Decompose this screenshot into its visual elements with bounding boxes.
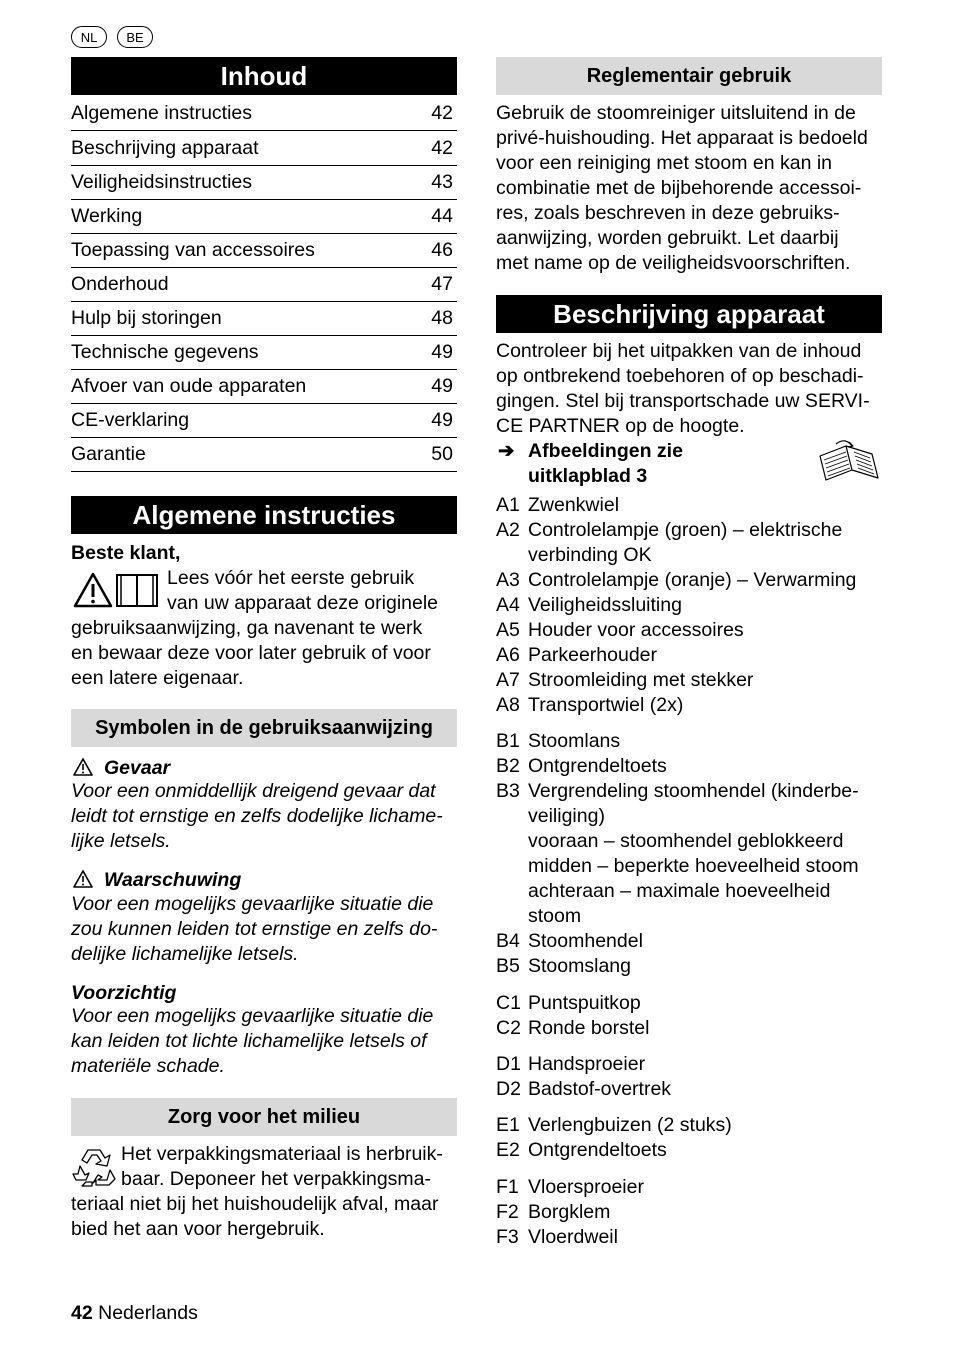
part-line: Badstof-overtrek: [528, 1078, 672, 1100]
part-label: [528, 643, 884, 668]
footer-language: Nederlands: [98, 1302, 198, 1324]
part-label: [528, 1175, 884, 1200]
read-manual-icon: [73, 572, 159, 610]
description-title: Beschrijving apparaat: [496, 295, 882, 333]
toc-page: 42: [431, 137, 453, 159]
toc-page: 46: [431, 239, 453, 261]
toc-row[interactable]: [71, 370, 457, 404]
description-line: Controleer bij het uitpakken van de inhoud: [496, 340, 862, 362]
description-line: CE PARTNER op de hoogte.: [496, 415, 745, 437]
part-line: Ontgrendeltoets: [528, 1139, 667, 1161]
warning-triangle-icon: [72, 869, 94, 889]
part-label: [528, 1016, 884, 1041]
caution-line: kan leiden tot lichte lichamelijke letsels of: [71, 1030, 427, 1052]
part-code: B4: [496, 930, 520, 952]
usage-line: voor een reiniging met stoom en kan in: [496, 152, 833, 174]
part-line: Controlelampje (groen) – elektrische: [528, 519, 843, 541]
toc-label: CE-verklaring: [71, 409, 190, 431]
environment-title: Zorg voor het milieu: [71, 1098, 457, 1136]
part-label: [528, 1138, 884, 1163]
toc-page: 49: [431, 409, 453, 431]
part-line: Stoomhendel: [528, 930, 643, 952]
part-label: [528, 1077, 884, 1102]
toc-row[interactable]: [71, 97, 457, 131]
caution-line: materiële schade.: [71, 1055, 225, 1077]
part-code: F2: [496, 1201, 519, 1223]
toc-label: Veiligheidsinstructies: [71, 171, 253, 193]
toc-page: 49: [431, 341, 453, 363]
description-line: gingen. Stel bij transportschade uw SERVI-: [496, 390, 870, 412]
toc-page: 43: [431, 171, 453, 193]
caution-line: Voor een mogelijks gevaarlijke situatie die: [71, 1005, 434, 1027]
toc-label: Beschrijving apparaat: [71, 137, 259, 159]
toc-row[interactable]: [71, 268, 457, 302]
environment-line: Het verpakkingsmateriaal is herbruik-: [121, 1143, 443, 1165]
intro-line: Lees vóór het eerste gebruik: [167, 567, 415, 589]
part-label: [528, 929, 884, 954]
part-code: D1: [496, 1053, 521, 1075]
intro-line: en bewaar deze voor later gebruik of voor: [71, 642, 431, 664]
part-label: [528, 493, 884, 518]
caution-label: Voorzichtig: [71, 982, 177, 1004]
part-code: B2: [496, 755, 520, 777]
usage-text: [496, 101, 868, 276]
part-label: [528, 693, 884, 718]
part-label: [528, 779, 884, 929]
part-code: A1: [496, 494, 520, 516]
danger-line: leidt tot ernstige en zelfs dodelijke lichame-: [71, 805, 443, 827]
toc-label: Onderhoud: [71, 273, 169, 295]
toc-row[interactable]: [71, 166, 457, 200]
toc-page: 48: [431, 307, 453, 329]
part-line: Zwenkwiel: [528, 494, 620, 516]
part-line: Transportwiel (2x): [528, 694, 684, 716]
part-line: Controlelampje (oranje) – Verwarming: [528, 569, 857, 591]
part-label: [528, 1052, 884, 1077]
part-line: Verlengbuizen (2 stuks): [528, 1114, 732, 1136]
part-label: [528, 729, 884, 754]
toc-label: Werking: [71, 205, 143, 227]
figure-ref-line: uitklapblad 3: [528, 465, 648, 487]
part-line: Borgklem: [528, 1201, 611, 1223]
part-line: midden – beperkte hoeveelheid stoom: [528, 855, 859, 877]
toc-label: Hulp bij storingen: [71, 307, 222, 329]
part-code: A3: [496, 569, 520, 591]
toc-title: Inhoud: [71, 57, 457, 95]
description-line: op ontbrekend toebehoren of op beschadi-: [496, 365, 864, 387]
toc-label: Garantie: [71, 443, 146, 465]
warning-label: Waarschuwing: [104, 869, 242, 891]
part-line: achteraan – maximale hoeveelheid: [528, 880, 831, 902]
warning-line: Voor een mogelijks gevaarlijke situatie die: [71, 893, 434, 915]
part-line: Ontgrendeltoets: [528, 755, 667, 777]
usage-line: combinatie met de bijbehorende accessoi-: [496, 177, 862, 199]
foldout-book-icon: [816, 440, 884, 484]
part-line: Vloersproeier: [528, 1176, 644, 1198]
usage-title: Reglementair gebruik: [496, 57, 882, 95]
danger-line: lijke letsels.: [71, 830, 171, 852]
intro-line: een latere eigenaar.: [71, 667, 244, 689]
part-code: C2: [496, 1017, 521, 1039]
toc-page: 42: [431, 102, 453, 124]
intro-line: gebruiksaanwijzing, ga navenant te werk: [71, 617, 423, 639]
danger-label: Gevaar: [104, 757, 171, 779]
part-label: [528, 593, 884, 618]
usage-line: aanwijzing, worden gebruikt. Let daarbij: [496, 227, 839, 249]
toc-label: Algemene instructies: [71, 102, 253, 124]
toc-row[interactable]: [71, 234, 457, 268]
figure-ref: [528, 439, 683, 489]
page-number: 42: [71, 1302, 93, 1324]
usage-line: privé-huishouding. Het apparaat is bedoeld: [496, 127, 868, 149]
part-line: Stroomleiding met stekker: [528, 669, 754, 691]
part-label: [528, 668, 884, 693]
part-line: Handsproeier: [528, 1053, 646, 1075]
part-line: Houder voor accessoires: [528, 619, 744, 641]
usage-line: met name op de veiligheidsvoorschriften.: [496, 252, 851, 274]
part-label: [528, 1200, 884, 1225]
part-label: [528, 754, 884, 779]
arrow-icon: ➔: [498, 440, 515, 462]
part-label: [528, 1225, 884, 1250]
part-line: Veiligheidssluiting: [528, 594, 682, 616]
part-code: A7: [496, 669, 520, 691]
intro-line: van uw apparaat deze originele: [167, 592, 439, 614]
part-code: B3: [496, 780, 520, 802]
toc-label: Toepassing van accessoires: [71, 239, 315, 261]
toc-row[interactable]: [71, 200, 457, 234]
recycling-icon: [72, 1146, 116, 1188]
part-label: [528, 518, 884, 568]
part-label: [528, 1113, 884, 1138]
part-code: A2: [496, 519, 520, 541]
part-line: Parkeerhouder: [528, 644, 657, 666]
part-label: [528, 568, 884, 593]
environment-line: bied het aan voor hergebruik.: [71, 1218, 325, 1240]
environment-line: baar. Deponeer het verpakkingsma-: [121, 1168, 432, 1190]
toc-page: 50: [431, 443, 453, 465]
general-title: Algemene instructies: [71, 496, 457, 534]
symbols-title: Symbolen in de gebruiksaanwijzing: [71, 709, 457, 747]
usage-line: Gebruik de stoomreiniger uitsluitend in de: [496, 102, 856, 124]
part-code: D2: [496, 1078, 521, 1100]
part-line: Vergrendeling stoomhendel (kinderbe-: [528, 780, 859, 802]
part-line: stoom: [528, 905, 582, 927]
lang-badge-be: BE: [117, 26, 153, 48]
part-code: F1: [496, 1176, 519, 1198]
toc-row[interactable]: [71, 336, 457, 370]
part-code: B5: [496, 955, 520, 977]
toc-row[interactable]: [71, 404, 457, 438]
toc-row[interactable]: [71, 302, 457, 336]
toc-label: Technische gegevens: [71, 341, 259, 363]
toc-page: 47: [431, 273, 453, 295]
part-label: [528, 954, 884, 979]
part-code: F3: [496, 1226, 519, 1248]
part-line: Ronde borstel: [528, 1017, 650, 1039]
toc-page: 44: [431, 205, 453, 227]
part-code: A4: [496, 594, 520, 616]
part-code: B1: [496, 730, 520, 752]
part-code: C1: [496, 992, 521, 1014]
part-code: E2: [496, 1139, 520, 1161]
page-footer: [71, 1301, 198, 1326]
part-line: Vloerdweil: [528, 1226, 618, 1248]
part-code: A8: [496, 694, 520, 716]
part-line: vooraan – stoomhendel geblokkeerd: [528, 830, 844, 852]
part-line: Stoomslang: [528, 955, 631, 977]
part-line: Stoomlans: [528, 730, 621, 752]
danger-line: Voor een onmiddellijk dreigend gevaar dat: [71, 780, 436, 802]
part-code: E1: [496, 1114, 520, 1136]
warning-line: zou kunnen leiden tot ernstige en zelfs do-: [71, 918, 438, 940]
greeting: Beste klant,: [71, 542, 181, 564]
description-text: [496, 339, 870, 439]
part-line: verbinding OK: [528, 544, 652, 566]
part-code: A5: [496, 619, 520, 641]
toc-page: 49: [431, 375, 453, 397]
toc-label: Afvoer van oude apparaten: [71, 375, 307, 397]
part-line: Puntspuitkop: [528, 992, 641, 1014]
usage-line: res, zoals beschreven in deze gebruiks-: [496, 202, 840, 224]
part-label: [528, 991, 884, 1016]
lang-badge-nl: NL: [71, 26, 107, 48]
part-line: veiliging): [528, 805, 605, 827]
figure-ref-line: Afbeeldingen zie: [528, 440, 683, 462]
toc-row[interactable]: [71, 132, 457, 166]
part-label: [528, 618, 884, 643]
part-code: A6: [496, 644, 520, 666]
warning-triangle-icon: [72, 757, 94, 777]
toc-row[interactable]: [71, 438, 457, 472]
environment-line: teriaal niet bij het huishoudelijk afval, maar: [71, 1193, 439, 1215]
warning-line: delijke lichamelijke letsels.: [71, 943, 299, 965]
